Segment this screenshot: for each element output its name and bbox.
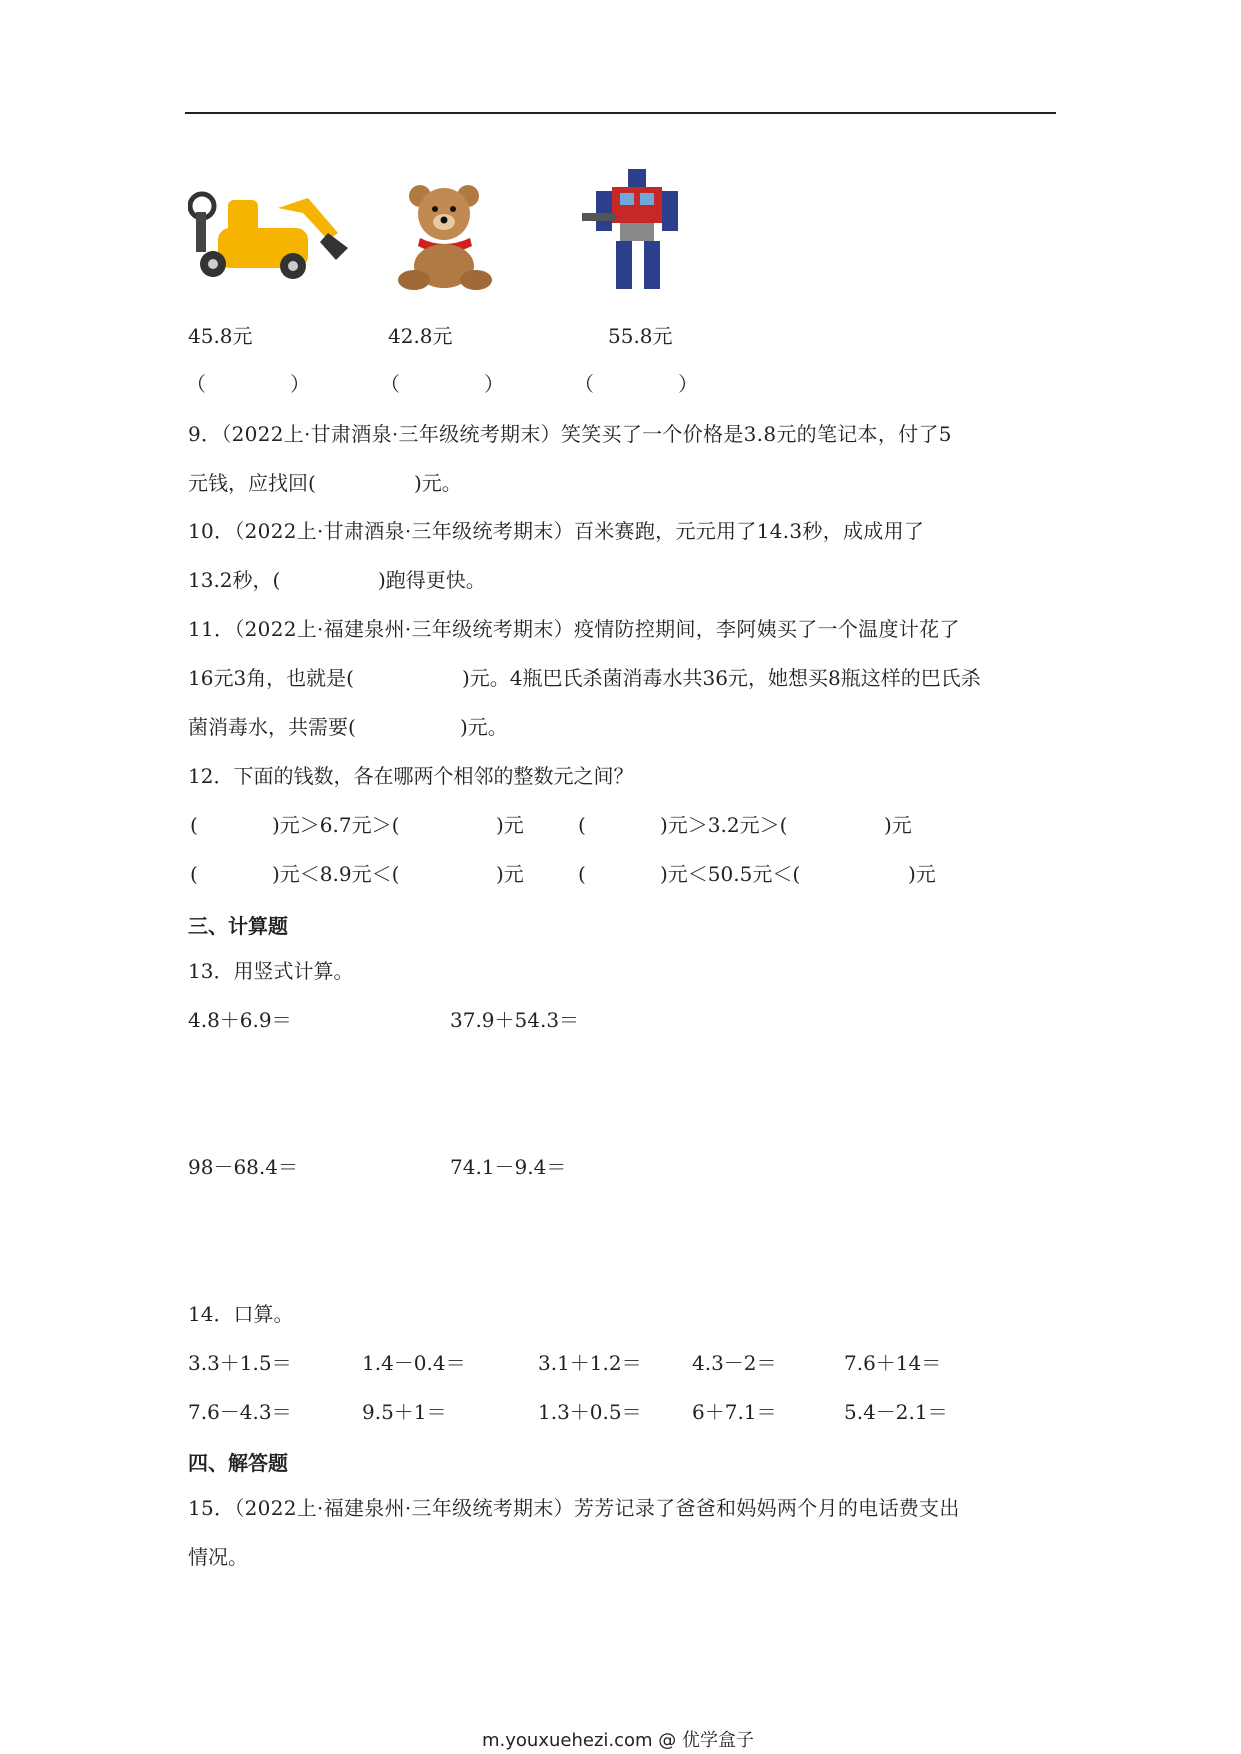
header-rule [185,112,1056,114]
q14-item: 3.1＋1.2＝ [538,1351,642,1375]
price-bear: 42.8元 [388,324,453,348]
footer-watermark[interactable]: m.youxuehezi.com @ 优学盒子 [482,1730,755,1751]
q14-item: 6＋7.1＝ [692,1400,777,1424]
q12-title: 12．下面的钱数，各在哪两个相邻的整数元之间？ [188,764,634,788]
q14-item: 7.6＋14＝ [844,1351,942,1375]
q14-item: 3.3＋1.5＝ [188,1351,292,1375]
q14-item: 5.4－2.1＝ [844,1400,948,1424]
section-heading-word-problems: 四、解答题 [188,1451,288,1475]
answer-blank-open: （ [186,372,206,396]
q12-compare: )元＜50.5元＜( [660,862,801,886]
q12-unit: )元 [884,813,912,837]
q10-line2-a: 13.2秒，( [188,568,281,592]
q13-item: 37.9＋54.3＝ [450,1008,580,1032]
q14-item: 1.3＋0.5＝ [538,1400,642,1424]
answer-blank-close: ） [484,372,504,396]
teddy-bear-image [392,180,502,292]
q11-line3-b: )元。 [460,715,508,739]
price-excavator: 45.8元 [188,324,253,348]
q12-unit: )元 [496,862,524,886]
q10-line1: 10．（2022上·甘肃酒泉·三年级统考期末）百米赛跑，元元用了14.3秒，成成用了 [188,519,925,543]
answer-blank-open: （ [380,372,400,396]
q12-compare: )元＞6.7元＞( [272,813,400,837]
q12-blank-open: ( [190,862,198,886]
q13-title: 13．用竖式计算。 [188,959,354,983]
q12-blank-open: ( [190,813,198,837]
q12-compare: )元＜8.9元＜( [272,862,400,886]
q11-line2-a: 16元3角，也就是( [188,666,354,690]
q12-blank-open: ( [578,813,586,837]
q15-line1: 15．（2022上·福建泉州·三年级统考期末）芳芳记录了爸爸和妈妈两个月的电话费支出 [188,1496,960,1520]
q12-blank-open: ( [578,862,586,886]
q14-title: 14．口算。 [188,1302,294,1326]
q13-item: 4.8＋6.9＝ [188,1008,292,1032]
q9-line2-b: )元。 [414,471,462,495]
q9-line2-a: 元钱，应找回( [188,471,316,495]
q9-line1: 9．（2022上·甘肃酒泉·三年级统考期末）笑笑买了一个价格是3.8元的笔记本，付了5 [188,422,952,446]
q12-compare: )元＞3.2元＞( [660,813,788,837]
q10-line2-b: )跑得更快。 [378,568,486,592]
section-heading-calculation: 三、计算题 [188,914,288,938]
q12-unit: )元 [908,862,936,886]
answer-blank-close: ） [678,372,698,396]
q11-line2-b: )元。4瓶巴氏杀菌消毒水共36元，她想买8瓶这样的巴氏杀 [462,666,981,690]
q13-item: 74.1－9.4＝ [450,1155,567,1179]
toy-excavator-image [188,178,350,294]
q14-item: 1.4－0.4＝ [362,1351,466,1375]
q15-line2: 情况。 [188,1545,248,1569]
robot-figure-image [582,165,694,293]
price-robot: 55.8元 [608,324,673,348]
q14-item: 7.6－4.3＝ [188,1400,292,1424]
q14-item: 4.3－2＝ [692,1351,777,1375]
q13-item: 98－68.4＝ [188,1155,298,1179]
q14-item: 9.5＋1＝ [362,1400,447,1424]
q12-unit: )元 [496,813,524,837]
q11-line1: 11．（2022上·福建泉州·三年级统考期末）疫情防控期间，李阿姨买了一个温度计花了 [188,617,960,641]
answer-blank-open: （ [574,372,594,396]
q11-line3-a: 菌消毒水，共需要( [188,715,356,739]
answer-blank-close: ） [290,372,310,396]
